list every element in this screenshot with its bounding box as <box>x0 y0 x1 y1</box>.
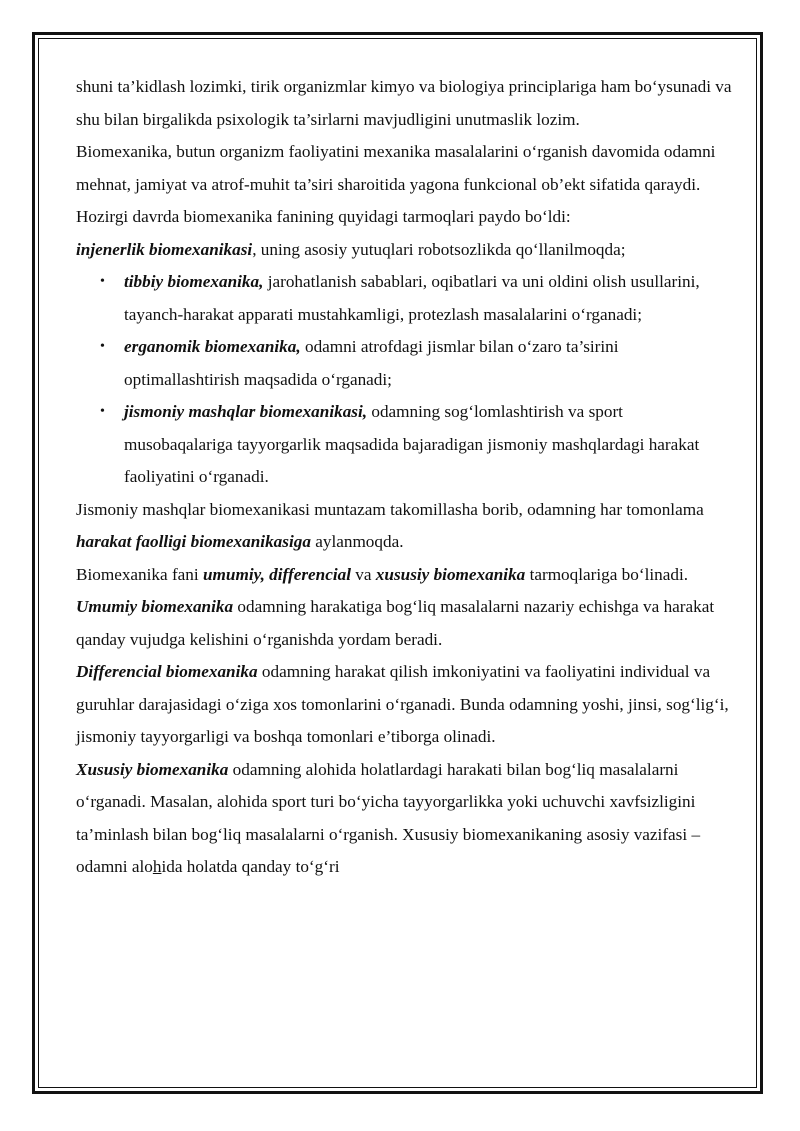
paragraph-text: odamning alohida holatlardagi harakati bilan bog‘liq masalalarni o‘rganadi. Masalan, alohida sport turi bo‘yicha tayyorgarlikka yoki uchuvchi xavfsizligini ta’minlash bilan bog‘liq masalalarni o‘rganish. Xususiy biomexanikaning asosiy vazifasi – odamni alo <box>76 759 701 876</box>
term-motor-activity-biomechanics: harakat faolligi biomexanikasiga <box>76 532 311 551</box>
branches-bullet-list <box>76 266 736 494</box>
underlined-letter: h <box>152 857 162 876</box>
term-differential-biomechanics: Differencial biomexanika <box>76 662 258 681</box>
paragraph-text: Jismoniy mashqlar biomexanikasi muntazam takomillasha borib, odamning har tomonlama <box>76 499 704 519</box>
list-item <box>76 396 736 494</box>
term-specific-biomechanics-heading: Xususiy biomexanika <box>76 759 229 779</box>
bullet-marker: • <box>100 339 105 354</box>
list-item-text: jarohatlanish sabablari, oqibatlari va uni oldini olish usullarini, tayanch-harakat apparati mustahkamligi, protezlash masalalarini o‘rganadi; <box>124 272 700 324</box>
paragraph-differential-biomechanics <box>76 656 736 754</box>
term-exercise-biomechanics: jismoniy mashqlar biomexanikasi, <box>124 402 368 421</box>
paragraph-engineering-biomechanics <box>76 234 736 267</box>
term-medical-biomechanics: tibbiy biomexanika, <box>124 272 264 291</box>
paragraph-text: odamning harakat qilish imkoniyatini va faoliyatini individual va guruhlar darajasidagi o‘ziga xos tomonlarini o‘rganadi. Bunda odamning yoshi, jinsi, sog‘lig‘i, jismoniy tayyorgarligi va boshqa tomonlari e’tiborga olinadi. <box>76 662 729 746</box>
paragraph-text: ida holatda qanday to‘g‘ri <box>161 857 340 876</box>
document-body <box>76 71 736 884</box>
list-item-text: odamning sog‘lomlashtirish va sport musobaqalariga tayyorgarlik maqsadida bajaradigan jismoniy mashqlardagi harakat faoliyatini o‘rganadi. <box>124 402 700 486</box>
paragraph-text: , uning asosiy yutuqlari robotsozlikda qo‘llanilmoqda; <box>252 239 626 259</box>
list-item <box>76 266 736 331</box>
list-item <box>76 331 736 396</box>
term-general-biomechanics: Umumiy biomexanika <box>76 597 234 616</box>
paragraph-intro-continuation <box>76 71 736 136</box>
term-specific-biomechanics: xususiy biomexanika <box>375 564 526 584</box>
paragraph-general-biomechanics <box>76 591 736 656</box>
paragraph-branches-intro <box>76 201 736 234</box>
list-item-text: odamni atrofdagi jismlar bilan o‘zaro ta’sirini optimallashtirish maqsadida o‘rganadi; <box>124 337 619 389</box>
paragraph-biomechanics-definition <box>76 136 736 201</box>
term-general-differential: umumiy, differencial <box>202 564 351 584</box>
paragraph-text: Biomexanika fani <box>76 564 203 584</box>
bullet-marker: • <box>100 274 105 289</box>
paragraph-text: odamning harakatiga bog‘liq masalalarni nazariy echishga va harakat qanday vujudga kelishini o‘rganishda yordam beradi. <box>76 597 715 649</box>
paragraph-motor-activity <box>76 494 736 559</box>
paragraph-text: Biomexanika, butun organizm faoliyatini mexanika masalalarini o‘rganish davomida odamni mehnat, jamiyat va atrof-muhit ta’siri sharoitida yagona funkcional ob’ekt sifatida qaraydi. <box>76 142 716 194</box>
term-engineering-biomechanics: injenerlik biomexanikasi <box>76 239 253 259</box>
paragraph-text: va <box>350 564 376 584</box>
term-ergonomic-biomechanics: erganomik biomexanika, <box>124 337 301 356</box>
paragraph-text: tarmoqlariga bo‘linadi. <box>525 564 689 584</box>
bullet-marker: • <box>100 404 105 419</box>
paragraph-subdivisions <box>76 559 736 592</box>
paragraph-text: aylanmoqda. <box>310 532 404 551</box>
paragraph-specific-biomechanics <box>76 754 736 884</box>
paragraph-text: shuni ta’kidlash lozimki, tirik organizmlar kimyo va biologiya principlariga ham bo‘ysunadi va shu bilan birgalikda psixologik ta’sirlarni mavjudligini unutmaslik lozim. <box>76 77 732 129</box>
paragraph-text: Hozirgi davrda biomexanika fanining quyidagi tarmoqlari paydo bo‘ldi: <box>76 207 571 226</box>
